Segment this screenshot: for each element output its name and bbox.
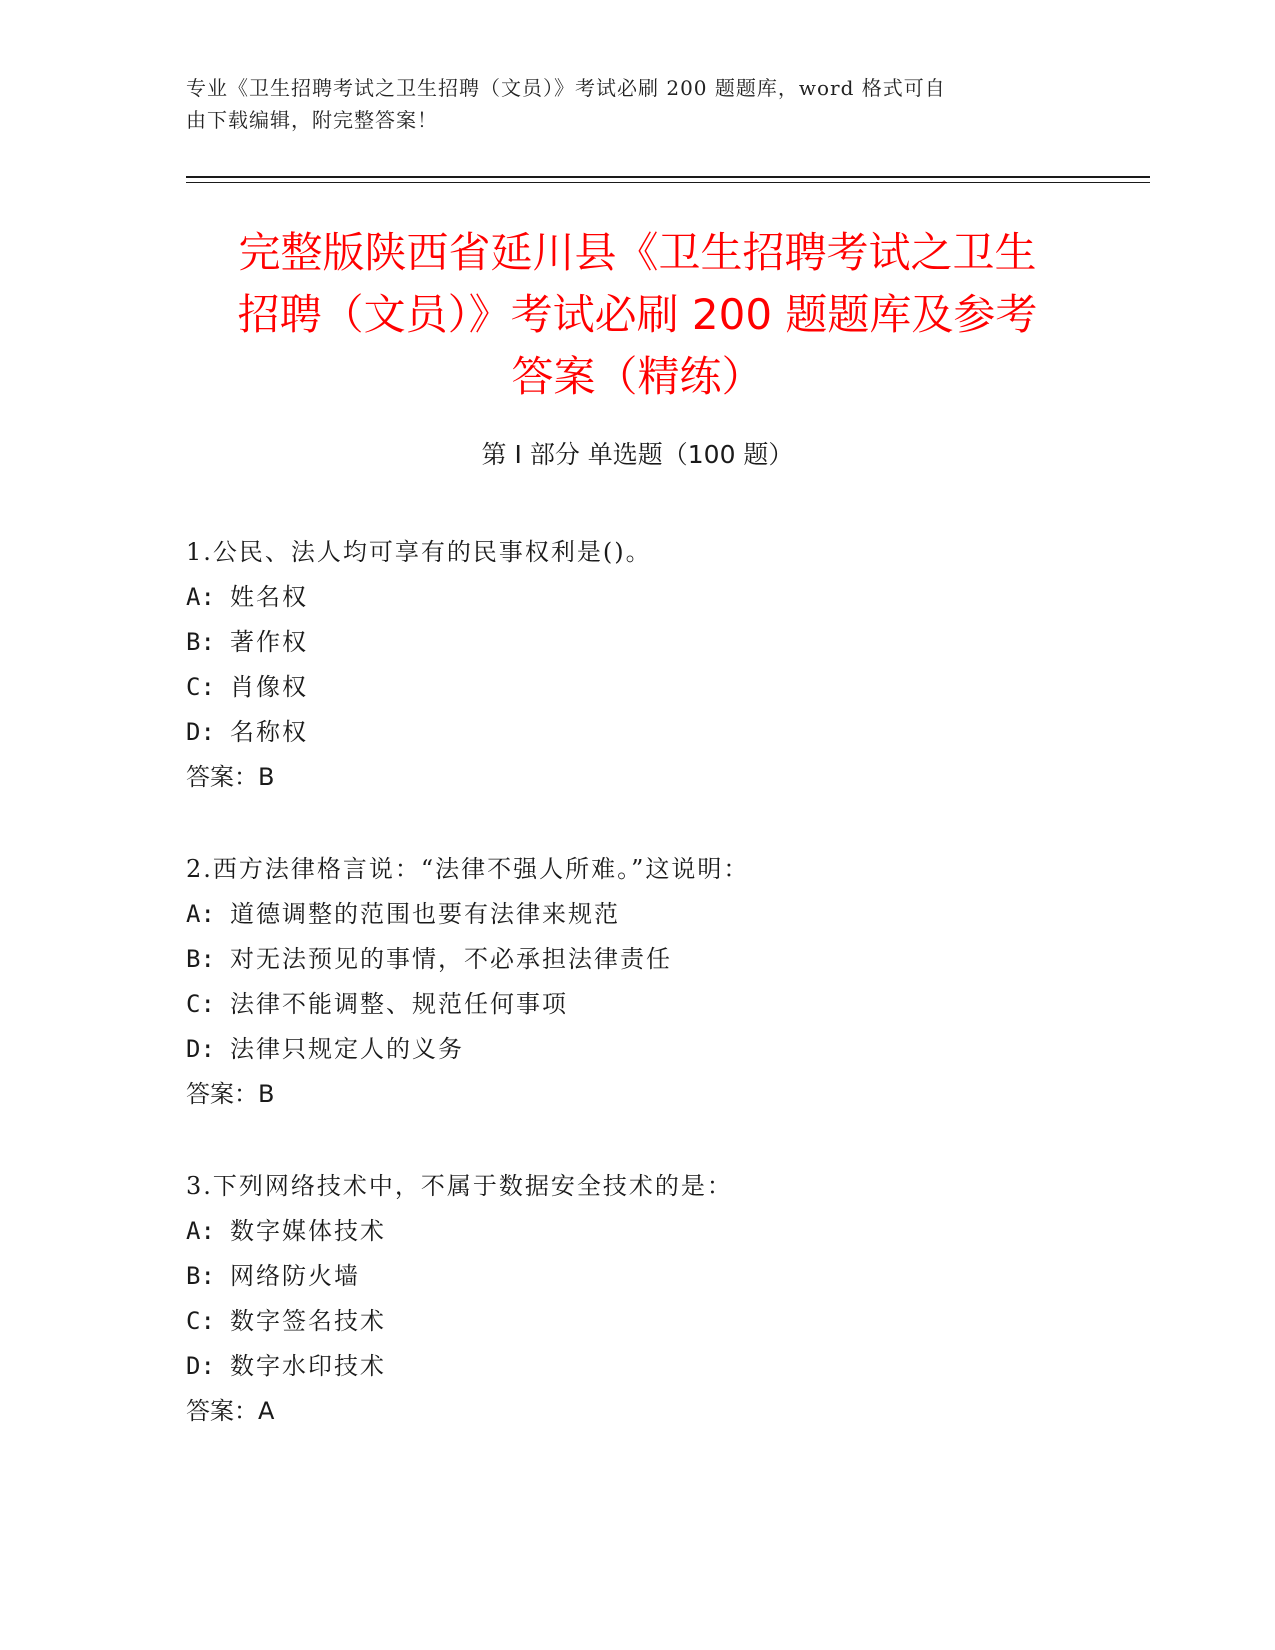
question-1 <box>186 530 1086 800</box>
option-text: 法律只规定人的义务 <box>230 1035 464 1063</box>
option-key: D: <box>186 718 215 746</box>
option-d <box>186 710 1086 755</box>
option-c <box>186 1299 1086 1344</box>
question-list <box>186 530 1086 1481</box>
option-key: B: <box>186 1262 215 1290</box>
option-c <box>186 665 1086 710</box>
header-note-line-2: 由下载编辑，附完整答案！ <box>186 108 438 132</box>
question-stem: 3.下列网络技术中，不属于数据安全技术的是： <box>186 1172 733 1200</box>
option-text: 姓名权 <box>230 583 308 611</box>
option-text: 法律不能调整、规范任何事项 <box>230 990 568 1018</box>
option-key: D: <box>186 1035 215 1063</box>
option-key: A: <box>186 1217 215 1245</box>
option-b <box>186 1254 1086 1299</box>
option-key: A: <box>186 900 215 928</box>
option-text: 著作权 <box>230 628 308 656</box>
document-title-line-1: 完整版陕西省延川县《卫生招聘考试之卫生 <box>238 228 1037 277</box>
document-title-line-3: 答案（精练） <box>511 352 764 401</box>
document-title-line-2: 招聘（文员）》考试必刷 200 题题库及参考 <box>237 290 1038 339</box>
header-note <box>186 72 1066 136</box>
section-title: 第 I 部分 单选题（100 题） <box>481 440 794 469</box>
question-2 <box>186 847 1086 1117</box>
option-text: 道德调整的范围也要有法律来规范 <box>230 900 620 928</box>
option-key: C: <box>186 1307 215 1335</box>
option-a <box>186 1209 1086 1254</box>
header-divider-thin <box>186 182 1150 183</box>
option-text: 对无法预见的事情，不必承担法律责任 <box>230 945 672 973</box>
option-b <box>186 937 1086 982</box>
option-key: D: <box>186 1352 215 1380</box>
option-c <box>186 982 1086 1027</box>
option-text: 肖像权 <box>230 673 308 701</box>
option-text: 数字水印技术 <box>230 1352 386 1380</box>
answer-line: 答案：B <box>186 763 275 791</box>
option-a <box>186 892 1086 937</box>
document-title <box>170 222 1105 408</box>
question-stem: 2.西方法律格言说：“法律不强人所难。”这说明： <box>186 855 750 883</box>
question-3 <box>186 1164 1086 1434</box>
option-a <box>186 575 1086 620</box>
answer-line: 答案：A <box>186 1397 275 1425</box>
question-stem: 1.公民、法人均可享有的民事权利是()。 <box>186 538 652 566</box>
option-text: 名称权 <box>230 718 308 746</box>
option-key: B: <box>186 945 215 973</box>
option-text: 数字签名技术 <box>230 1307 386 1335</box>
option-key: B: <box>186 628 215 656</box>
header-note-line-1: 专业《卫生招聘考试之卫生招聘（文员）》考试必刷 200 题题库，word 格式可自 <box>186 76 946 100</box>
answer-line: 答案：B <box>186 1080 275 1108</box>
option-text: 数字媒体技术 <box>230 1217 386 1245</box>
option-key: C: <box>186 990 215 1018</box>
option-d <box>186 1344 1086 1389</box>
option-text: 网络防火墙 <box>230 1262 360 1290</box>
option-key: A: <box>186 583 215 611</box>
option-b <box>186 620 1086 665</box>
header-divider-thick <box>186 176 1150 178</box>
option-key: C: <box>186 673 215 701</box>
option-d <box>186 1027 1086 1072</box>
